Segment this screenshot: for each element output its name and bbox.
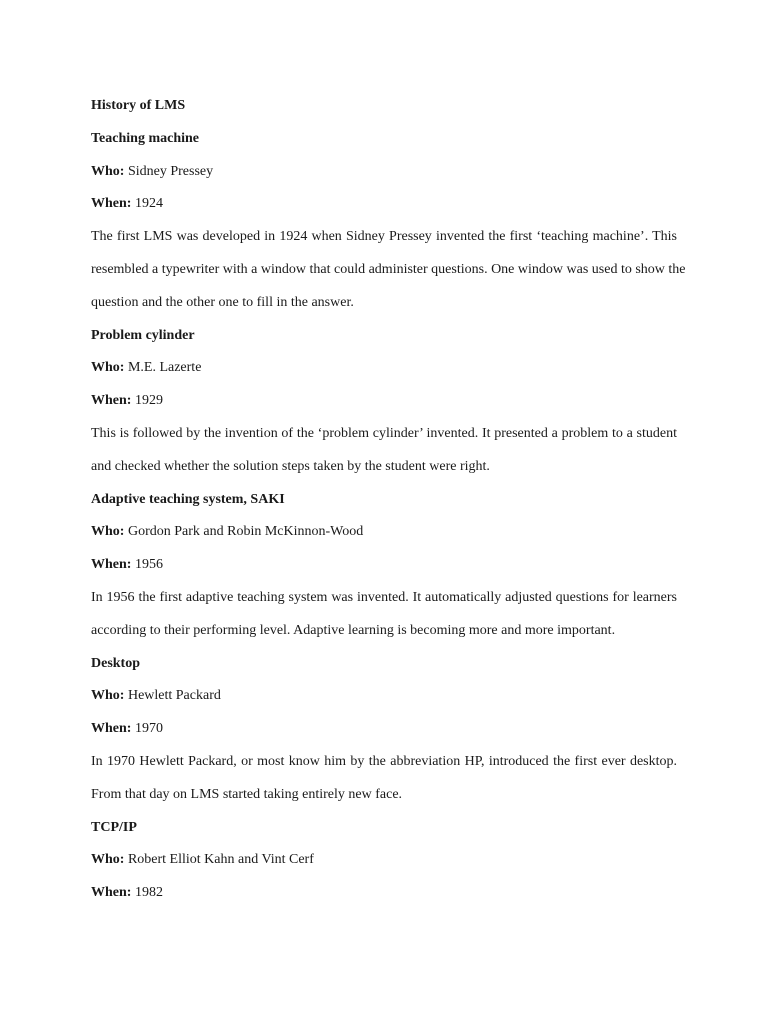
who-line	[91, 680, 677, 713]
section-adaptive-teaching-system	[91, 484, 677, 648]
paragraph-line: The first LMS was developed in 1924 when Sidney Pressey invented the first ‘teaching machine’. This	[91, 229, 677, 245]
who-line	[91, 516, 677, 549]
when-label: When:	[91, 196, 132, 212]
who-line	[91, 156, 677, 189]
section-desktop	[91, 648, 677, 812]
section-heading: Teaching machine	[91, 130, 199, 146]
section-paragraph	[91, 221, 686, 319]
paragraph-line: In 1956 the first adaptive teaching system was invented. It automatically adjusted questions for learners	[91, 589, 677, 605]
paragraph-line: and checked whether the solution steps taken by the student were right.	[91, 458, 490, 474]
document-title: History of LMS	[91, 98, 186, 113]
when-label: When:	[91, 393, 132, 409]
when-line	[91, 713, 677, 746]
paragraph-line: From that day on LMS started taking entirely new face.	[91, 786, 403, 802]
when-line	[91, 188, 677, 221]
when-line	[91, 549, 677, 582]
who-value: Gordon Park and Robin McKinnon-Wood	[127, 524, 364, 540]
paragraph-line: according to their performing level. Adaptive learning is becoming more and more important.	[91, 622, 616, 638]
who-label: Who:	[91, 688, 125, 704]
when-line	[91, 385, 677, 418]
when-value: 1982	[134, 885, 163, 901]
paragraph-line: resembled a typewriter with a window that could administer questions. One window was used to show the	[91, 261, 686, 277]
section-heading: Problem cylinder	[91, 327, 195, 343]
who-label: Who:	[91, 852, 125, 868]
section-paragraph	[91, 418, 677, 484]
paragraph-line: question and the other one to fill in the answer.	[91, 294, 354, 310]
who-value: M.E. Lazerte	[127, 360, 202, 376]
who-label: Who:	[91, 360, 125, 376]
section-teaching-machine	[91, 123, 686, 320]
section-tcp-ip	[91, 812, 677, 910]
who-value: Robert Elliot Kahn and Vint Cerf	[127, 852, 314, 868]
paragraph-line: This is followed by the invention of the ‘problem cylinder’ invented. It presented a problem to a student	[91, 425, 677, 441]
who-value: Sidney Pressey	[127, 163, 214, 179]
section-paragraph	[91, 746, 677, 812]
who-line	[91, 352, 677, 385]
when-value: 1924	[134, 196, 163, 212]
section-heading: Adaptive teaching system, SAKI	[91, 491, 285, 507]
when-value: 1929	[134, 393, 163, 409]
when-value: 1956	[134, 557, 163, 573]
who-label: Who:	[91, 524, 125, 540]
section-paragraph	[91, 582, 677, 648]
section-heading: TCP/IP	[91, 819, 137, 835]
section-heading: Desktop	[91, 655, 141, 671]
when-value: 1970	[134, 721, 163, 737]
who-line	[91, 844, 677, 877]
when-label: When:	[91, 721, 132, 737]
who-label: Who:	[91, 163, 125, 179]
document-body	[91, 90, 686, 910]
when-line	[91, 877, 677, 910]
when-label: When:	[91, 885, 132, 901]
when-label: When:	[91, 557, 132, 573]
section-problem-cylinder	[91, 320, 677, 484]
who-value: Hewlett Packard	[127, 688, 221, 704]
paragraph-line: In 1970 Hewlett Packard, or most know him by the abbreviation HP, introduced the first ever desktop.	[91, 753, 677, 769]
